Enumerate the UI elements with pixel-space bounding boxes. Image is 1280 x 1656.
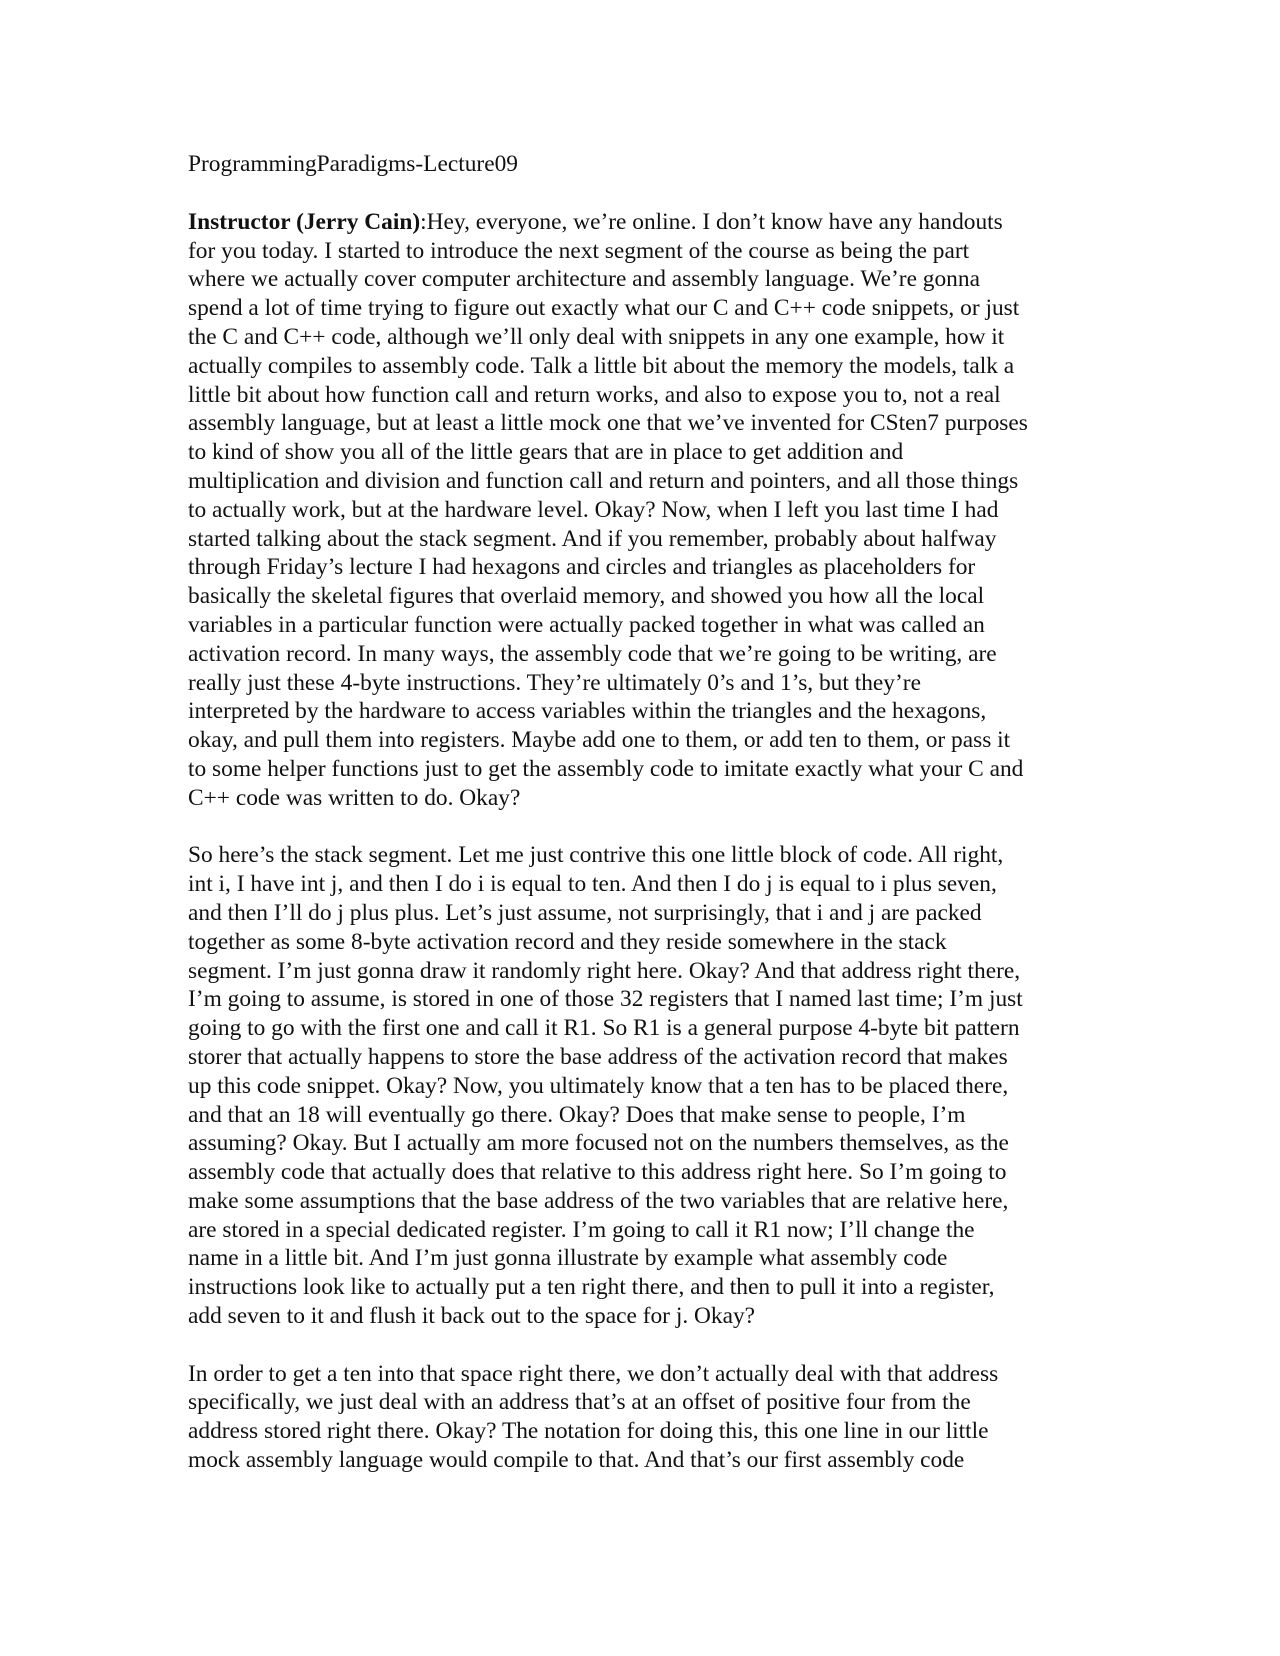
text-line: through Friday’s lecture I had hexagons and circles and triangles as placeholders for: [188, 554, 976, 581]
document-title: ProgrammingParadigms-Lecture09: [188, 151, 518, 177]
text-line: and then I’ll do j plus plus. Let’s just assume, not surprisingly, that i and j are packed: [188, 899, 982, 926]
text-line: really just these 4-byte instructions. They’re ultimately 0’s and 1’s, but they’re: [188, 669, 921, 696]
text-line: In order to get a ten into that space right there, we don’t actually deal with that address: [188, 1360, 999, 1387]
text-line: basically the skeletal figures that overlaid memory, and showed you how all the local: [188, 583, 985, 610]
paragraph-2: [188, 841, 1093, 1331]
text-line: for you today. I started to introduce the next segment of the course as being the part: [188, 237, 970, 264]
text-line: actually compiles to assembly code. Talk a little bit about the memory the models, talk a: [188, 352, 1015, 379]
text-line: So here’s the stack segment. Let me just contrive this one little block of code. All right,: [188, 842, 1004, 869]
text-line: to some helper functions just to get the assembly code to imitate exactly what your C and: [188, 755, 1024, 782]
text-line: and that an 18 will eventually go there. Okay? Does that make sense to people, I’m: [188, 1101, 966, 1128]
text-line: mock assembly language would compile to that. And that’s our first assembly code: [188, 1447, 965, 1474]
text-line: to actually work, but at the hardware level. Okay? Now, when I left you last time I had: [188, 496, 999, 523]
text-line: variables in a particular function were actually packed together in what was called an: [188, 611, 985, 638]
text-line: make some assumptions that the base address of the two variables that are relative here,: [188, 1187, 1009, 1214]
text-line: the C and C++ code, although we’ll only deal with snippets in any one example, how it: [188, 323, 1005, 350]
speaker-name: Instructor (Jerry Cain): [188, 208, 421, 235]
text-line: int i, I have int j, and then I do i is equal to ten. And then I do j is equal to i plus seven,: [188, 871, 997, 898]
text-line: I’m going to assume, is stored in one of those 32 registers that I named last time; I’m just: [188, 986, 1023, 1013]
text-line: assembly language, but at least a little mock one that we’ve invented for CSten7 purposes: [188, 410, 1028, 437]
text-line: [188, 208, 1093, 237]
paragraph-3: [188, 1360, 1093, 1475]
text-line: where we actually cover computer architecture and assembly language. We’re gonna: [188, 266, 980, 293]
text-line: C++ code was written to do. Okay?: [188, 784, 521, 811]
text-line: okay, and pull them into registers. Maybe add one to them, or add ten to them, or pass it: [188, 727, 1011, 754]
text-line: address stored right there. Okay? The notation for doing this, this one line in our little: [188, 1418, 989, 1445]
text-line: going to go with the first one and call it R1. So R1 is a general purpose 4-byte bit pattern: [188, 1015, 1020, 1042]
text-line: to kind of show you all of the little gears that are in place to get addition and: [188, 439, 904, 466]
text-line: assuming? Okay. But I actually am more focused not on the numbers themselves, as the: [188, 1130, 1009, 1157]
text-line: activation record. In many ways, the assembly code that we’re going to be writing, are: [188, 640, 997, 667]
text-line: specifically, we just deal with an address that’s at an offset of positive four from the: [188, 1389, 971, 1416]
text-line: little bit about how function call and return works, and also to expose you to, not a real: [188, 381, 1001, 408]
text-line: started talking about the stack segment. And if you remember, probably about halfway: [188, 525, 997, 552]
text-line: multiplication and division and function call and return and pointers, and all those things: [188, 467, 1019, 494]
text-line: interpreted by the hardware to access variables within the triangles and the hexagons,: [188, 698, 987, 725]
text-line: name in a little bit. And I’m just gonna illustrate by example what assembly code: [188, 1245, 948, 1272]
speaker-separator: :: [420, 208, 427, 235]
text-line: add seven to it and flush it back out to the space for j. Okay?: [188, 1303, 756, 1330]
text-line: instructions look like to actually put a ten right there, and then to pull it into a register,: [188, 1274, 995, 1301]
text-line: spend a lot of time trying to figure out exactly what our C and C++ code snippets, or just: [188, 295, 1020, 322]
text-line: together as some 8-byte activation record and they reside somewhere in the stack: [188, 928, 947, 955]
paragraph-1: [188, 208, 1093, 813]
text-line: segment. I’m just gonna draw it randomly right here. Okay? And that address right there,: [188, 957, 1021, 984]
text-line-content: Hey, everyone, we’re online. I don’t know have any handouts: [426, 208, 1003, 235]
text-line: storer that actually happens to store the base address of the activation record that makes: [188, 1043, 1008, 1070]
text-line: are stored in a special dedicated register. I’m going to call it R1 now; I’ll change the: [188, 1216, 975, 1243]
text-line: assembly code that actually does that relative to this address right here. So I’m going to: [188, 1159, 1007, 1186]
text-line: up this code snippet. Okay? Now, you ultimately know that a ten has to be placed there,: [188, 1072, 1009, 1099]
document-body: [188, 150, 1093, 1504]
